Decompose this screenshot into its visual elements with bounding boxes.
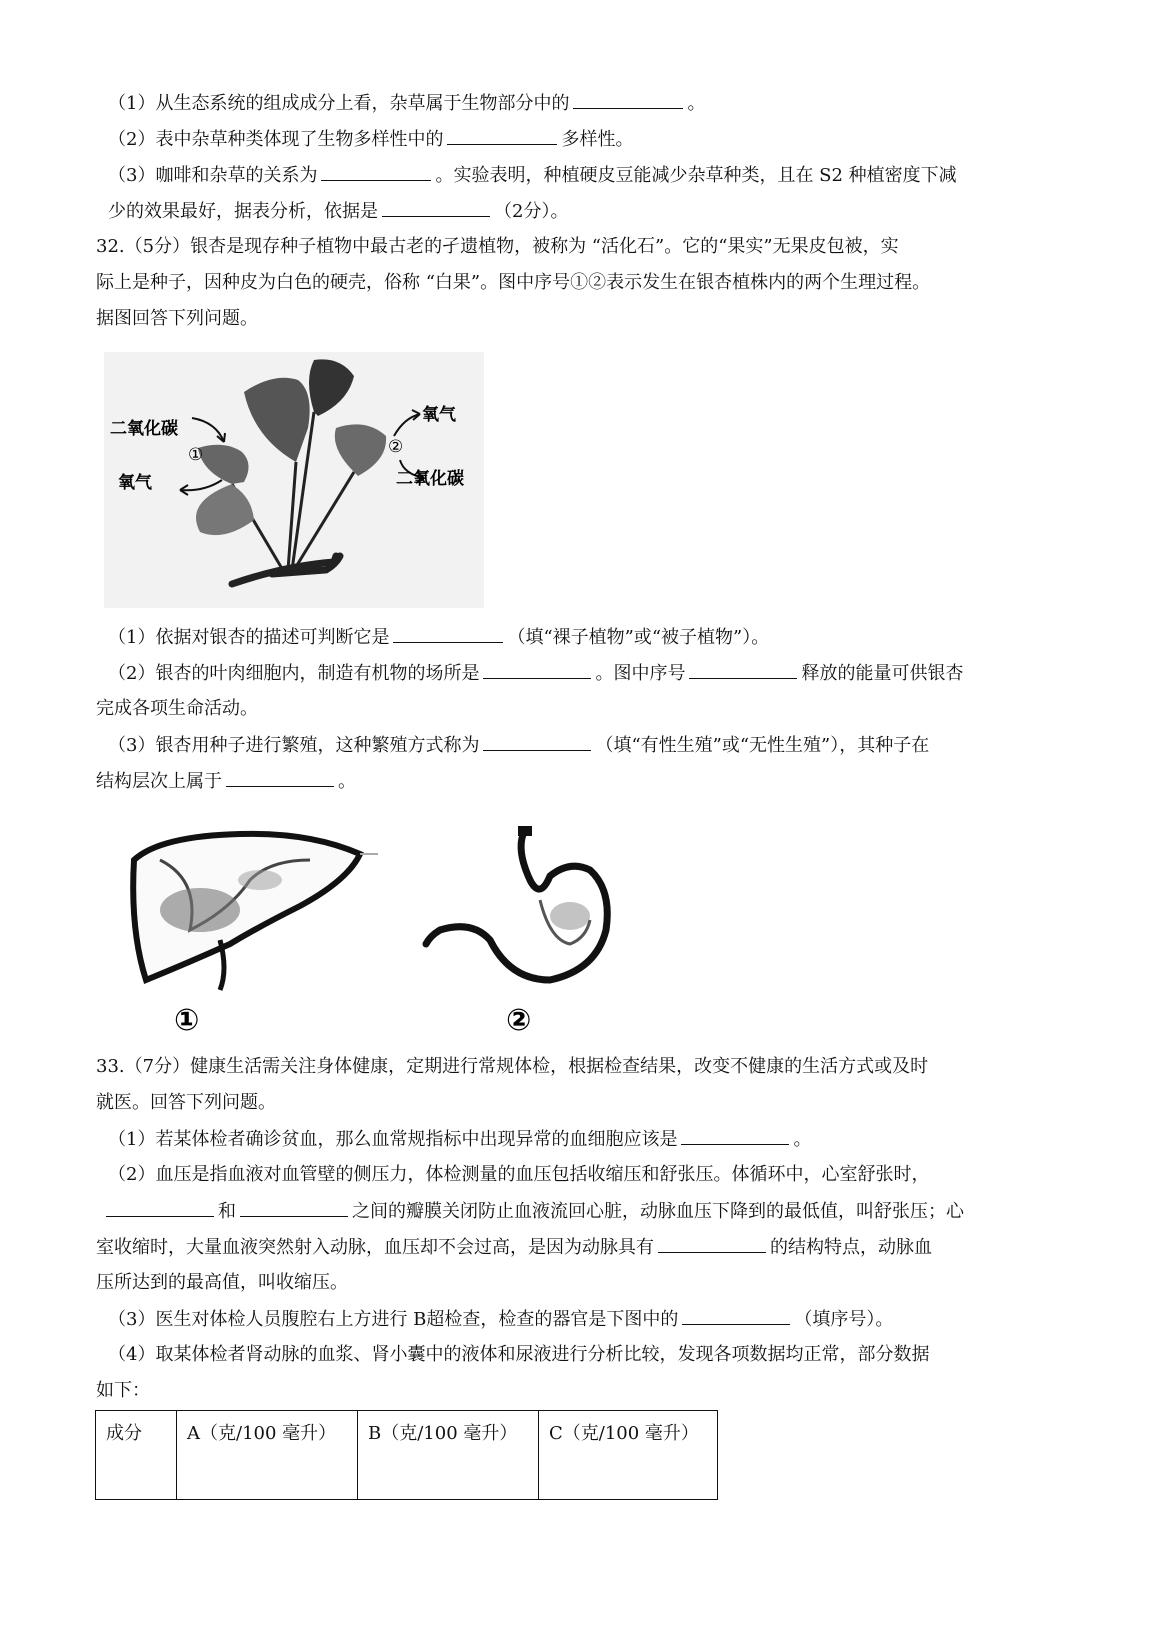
label-process-1: ① [188, 445, 204, 465]
q31-part3-end: 。实验表明，种植硬皮豆能减少杂草种类，且在 S2 种植密度下减 [435, 165, 957, 186]
q32-part2-end: 释放的能量可供银杏 [801, 663, 964, 684]
answer-blank[interactable] [681, 1126, 789, 1145]
q32-intro-line1: 32.（5分）银杏是现存种子植物中最古老的孑遗植物，被称为 “活化石”。它的“果实”无果皮包被，实 [96, 236, 899, 257]
q32-part2-cont: 完成各项生命活动。 [96, 698, 258, 719]
q33-part2-cont2-end: 的结构特点，动脉血 [770, 1237, 932, 1258]
table-header-cell: C（克/100 毫升） [539, 1411, 718, 1500]
answer-blank[interactable] [483, 732, 591, 751]
answer-blank[interactable] [447, 126, 557, 145]
q33-part1-end: 。 [793, 1129, 812, 1150]
q31-part2-end: 多样性。 [561, 129, 634, 150]
answer-blank[interactable] [226, 768, 334, 787]
q32-part3-cont [96, 768, 356, 795]
q33-part2-cont1-text: 之间的瓣膜关闭防止血液流回心脏，动脉血压下降到的最低值，叫舒张压；心 [352, 1201, 964, 1222]
q32-part1 [108, 624, 769, 651]
table-header-row [96, 1411, 718, 1500]
q32-part3 [108, 732, 929, 759]
q32-part1-text: （1）依据对银杏的描述可判断它是 [108, 627, 390, 648]
answer-blank[interactable] [682, 1306, 790, 1325]
answer-blank[interactable] [689, 660, 797, 679]
label-o2-left: 氧气 [118, 473, 152, 493]
answer-blank[interactable] [382, 198, 490, 217]
q32-intro-line3: 据图回答下列问题。 [96, 308, 258, 329]
q33-part2-and: 和 [218, 1201, 236, 1222]
q32-part2 [108, 660, 963, 687]
label-co2-left: 二氧化碳 [110, 419, 178, 439]
q33-part2: （2）血压是指血液对血管壁的侧压力，体检测量的血压包括收缩压和舒张压。体循环中，心室舒张时， [108, 1164, 930, 1185]
q31-part3-cont-text: 少的效果最好，据表分析，依据是 [108, 201, 378, 222]
label-o2-right: 氧气 [422, 405, 456, 425]
q31-part3 [108, 162, 957, 189]
table-header-cell: B（克/100 毫升） [358, 1411, 539, 1500]
answer-blank[interactable] [393, 624, 503, 643]
label-co2-right: 二氧化碳 [396, 469, 464, 489]
q32-intro-line2: 际上是种子，因种皮为白色的硬壳，俗称 “白果”。图中序号①②表示发生在银杏植株内的两个生理过程。 [96, 272, 931, 293]
ginkgo-figure [104, 352, 484, 608]
data-table [95, 1410, 718, 1500]
q31-part3-cont [108, 198, 568, 225]
answer-blank[interactable] [573, 90, 683, 109]
liver-label: ① [174, 1003, 200, 1038]
q33-part2-cont1 [96, 1198, 964, 1225]
answer-blank[interactable] [321, 162, 431, 181]
answer-blank[interactable] [658, 1234, 766, 1253]
q33-part2-cont3: 压所达到的最高值，叫收缩压。 [96, 1272, 348, 1293]
table-header-cell: A（克/100 毫升） [177, 1411, 358, 1500]
q31-part1 [108, 90, 705, 117]
q31-part2 [108, 126, 633, 153]
q32-part3-cont-text: 结构层次上属于 [96, 771, 222, 792]
q33-intro-line2: 就医。回答下列问题。 [96, 1092, 276, 1113]
liver-figure [120, 820, 380, 1040]
q32-part1-end: （填“裸子植物”或“被子植物”）。 [507, 627, 770, 648]
q31-part2-text: （2）表中杂草种类体现了生物多样性中的 [108, 129, 444, 150]
q31-part1-text: （1）从生态系统的组成成分上看，杂草属于生物部分中的 [108, 93, 570, 114]
q31-part3-cont-end: （2分）。 [494, 201, 569, 222]
q33-part1 [108, 1126, 811, 1153]
label-process-2: ② [388, 437, 404, 457]
q32-part2-mid: 。图中序号 [595, 663, 686, 684]
answer-blank[interactable] [106, 1198, 214, 1217]
q33-part4-cont: 如下： [96, 1380, 150, 1401]
q33-part1-text: （1）若某体检者确诊贫血，那么血常规指标中出现异常的血细胞应该是 [108, 1129, 678, 1150]
stomach-label: ② [506, 1003, 532, 1038]
table-header-cell: 成分 [96, 1411, 177, 1500]
q32-part2-text: （2）银杏的叶肉细胞内，制造有机物的场所是 [108, 663, 480, 684]
q32-part3-text: （3）银杏用种子进行繁殖，这种繁殖方式称为 [108, 735, 480, 756]
q31-part1-end: 。 [687, 93, 706, 114]
answer-blank[interactable] [240, 1198, 348, 1217]
q33-part3 [108, 1306, 893, 1333]
q31-part3-text: （3）咖啡和杂草的关系为 [108, 165, 318, 186]
q33-part4: （4）取某体检者肾动脉的血浆、肾小囊中的液体和尿液进行分析比较，发现各项数据均正常，部分数据 [108, 1344, 930, 1365]
q32-part3-end: （填“有性生殖”或“无性生殖”），其种子在 [595, 735, 930, 756]
q33-part3-text: （3）医生对体检人员腹腔右上方进行 B超检查，检查的器官是下图中的 [108, 1309, 679, 1330]
q33-part3-end: （填序号）。 [794, 1309, 894, 1330]
answer-blank[interactable] [483, 660, 591, 679]
q33-intro-line1: 33.（7分）健康生活需关注身体健康，定期进行常规体检，根据检查结果，改变不健康的生活方式或及时 [96, 1056, 929, 1077]
q33-part2-cont2 [96, 1234, 932, 1261]
q32-part3-cont-end: 。 [338, 771, 356, 792]
q33-part2-cont2-text: 室收缩时，大量血液突然射入动脉，血压却不会过高，是因为动脉具有 [96, 1237, 654, 1258]
stomach-figure [420, 820, 650, 1040]
